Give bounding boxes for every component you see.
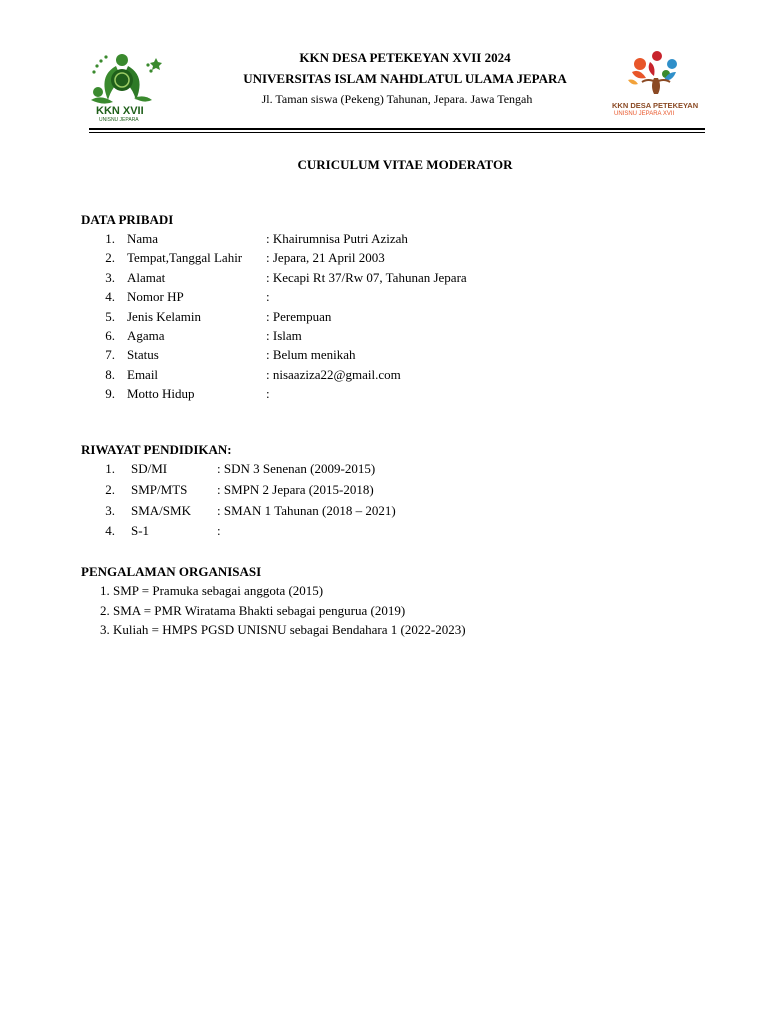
list-item-label: Alamat (127, 269, 166, 285)
header-line-1: KKN DESA PETEKEYAN XVII 2024 (299, 50, 511, 65)
list-item-value: : SMAN 1 Tahunan (2018 – 2021) (217, 502, 396, 518)
list-item-value: : nisaaziza22@gmail.com (266, 366, 401, 382)
list-item (81, 248, 681, 267)
list-item-value: : Khairumnisa Putri Azizah (266, 231, 408, 246)
list-item-value: : Islam (266, 328, 302, 343)
list-item: 3. Kuliah = HMPS PGSD UNISNU sebagai Bendahara 1 (2022-2023) (100, 622, 466, 637)
list-item (81, 326, 681, 345)
list-item-value: : Kecapi Rt 37/Rw 07, Tahunan Jepara (266, 269, 467, 285)
header-address: Jl. Taman siswa (Pekeng) Tahunan, Jepara. Jawa Tengah (261, 92, 533, 106)
list-item (81, 501, 681, 520)
list-item-value: : Perempuan (266, 308, 332, 324)
list-item (81, 459, 681, 478)
header-divider-thin (89, 132, 705, 133)
section-title-riwayat-pendidikan: RIWAYAT PENDIDIKAN: (81, 442, 232, 457)
list-item (81, 384, 681, 403)
list-item-label: Jenis Kelamin (127, 308, 202, 324)
list-item-value: : Jepara, 21 April 2003 (266, 250, 385, 266)
list-item: 2. SMA = PMR Wiratama Bhakti sebagai pengurua (2019) (100, 602, 406, 618)
list-item (81, 345, 681, 364)
section-title-data-pribadi: DATA PRIBADI (81, 212, 174, 227)
list-item-number: 5. (105, 308, 115, 324)
header-line-2: UNIVERSITAS ISLAM NAHDLATUL ULAMA JEPARA (243, 71, 567, 86)
list-item (81, 229, 681, 248)
list-item-number: 2. (105, 481, 115, 497)
list-item-label: Email (127, 366, 159, 382)
list-item-value: : (266, 386, 270, 402)
document-title: CURICULUM VITAE MODERATOR (297, 157, 513, 172)
list-item-label: Nomor HP (127, 289, 184, 305)
list-item-number: 1. (105, 231, 115, 246)
logo-right-text: KKN DESA PETEKEYAN (612, 101, 699, 110)
list-item-value: : SDN 3 Senenan (2009-2015) (217, 461, 376, 476)
list-item (81, 365, 681, 384)
logo-right-subtext: UNISNU JEPARA XVII (614, 111, 675, 117)
list-item-label: SD/MI (131, 461, 168, 476)
list-item-number: 6. (105, 328, 115, 343)
list-item-label: Nama (127, 231, 159, 246)
section-title-pengalaman-organisasi: PENGALAMAN ORGANISASI (81, 564, 262, 579)
list-item-number: 4. (105, 289, 115, 305)
list-item (81, 268, 681, 287)
list-item-value: : (266, 289, 270, 305)
list-item-number: 8. (105, 366, 115, 382)
logo-left-text: KKN XVII (96, 105, 144, 117)
logo-left-subtext: UNISNU JEPARA (99, 117, 139, 122)
list-item-label: Status (127, 347, 159, 363)
list-item-label: S-1 (131, 523, 150, 539)
list-item (81, 307, 681, 326)
list-item-number: 7. (105, 347, 115, 363)
list-item-number: 1. (105, 461, 115, 476)
header-divider-thick (89, 128, 705, 130)
list-item-number: 2. (105, 250, 115, 266)
list-item-number: 9. (105, 386, 115, 402)
list-item (81, 287, 681, 306)
list-item-label: SMP/MTS (131, 481, 188, 497)
list-item: 1. SMP = Pramuka sebagai anggota (2015) (100, 583, 324, 598)
list-item-number: 3. (105, 502, 115, 518)
list-item (81, 480, 681, 499)
list-item-value: : (217, 523, 221, 539)
list-item-label: Tempat,Tanggal Lahir (127, 250, 243, 266)
list-item-number: 3. (105, 269, 115, 285)
list-item (81, 521, 681, 540)
list-item-value: : SMPN 2 Jepara (2015-2018) (217, 481, 374, 497)
list-item-value: : Belum menikah (266, 347, 356, 363)
list-item-label: Agama (127, 328, 165, 343)
list-item-number: 4. (105, 523, 115, 539)
list-item-label: Motto Hidup (127, 386, 195, 402)
list-item-label: SMA/SMK (131, 502, 191, 518)
